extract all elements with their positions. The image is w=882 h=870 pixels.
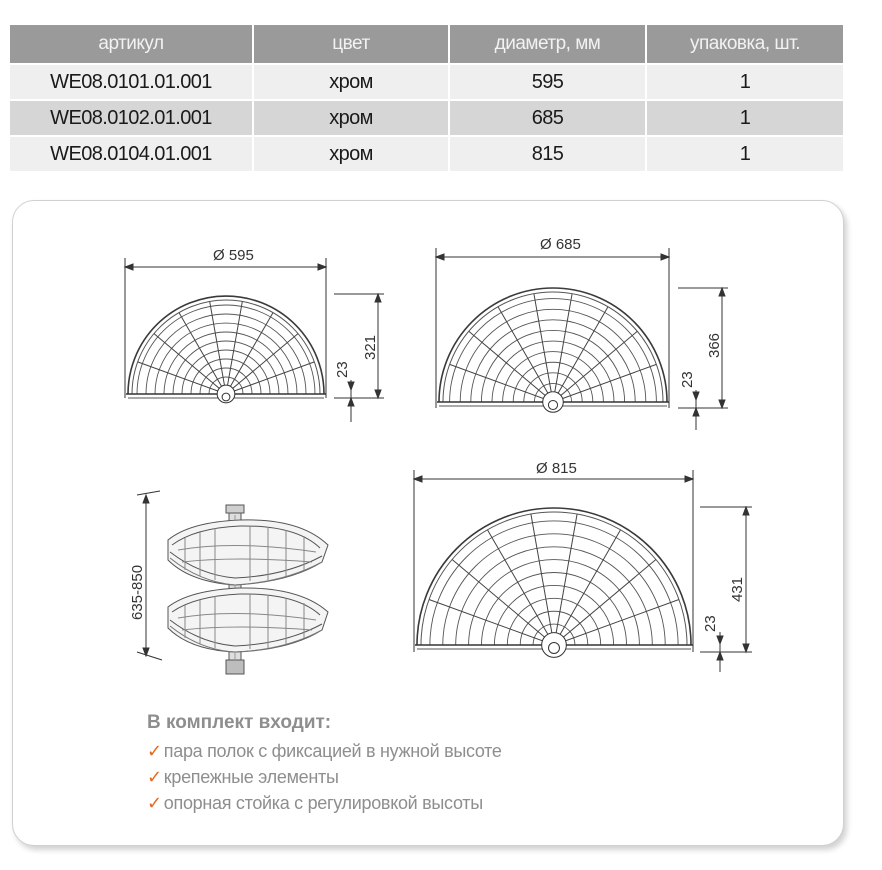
header-diameter: диаметр, мм (450, 25, 647, 63)
checkmark-icon: ✓ (147, 767, 162, 787)
cell-diameter: 595 (450, 63, 647, 99)
kit-contents (147, 712, 502, 816)
drawing-685 (436, 236, 728, 430)
list-item (147, 738, 502, 764)
kit-item-label: пара полок с фиксацией в нужной высоте (163, 741, 502, 761)
dim-685-height: 366 (706, 332, 723, 358)
kit-item-label: крепежные элементы (163, 767, 339, 787)
dim-595-height: 321 (362, 334, 379, 360)
cell-article: WE08.0104.01.001 (10, 135, 254, 171)
cell-color: хром (254, 135, 450, 171)
dim-685-post: 23 (679, 371, 696, 388)
dim-815-post: 23 (702, 615, 719, 632)
dim-595-post: 23 (334, 361, 351, 378)
kit-list (147, 738, 502, 816)
header-color: цвет (254, 25, 450, 63)
cell-article: WE08.0102.01.001 (10, 99, 254, 135)
lower-tray-drawing (168, 588, 328, 652)
kit-item-label: опорная стойка с регулировкой высоты (163, 793, 483, 813)
list-item (147, 764, 502, 790)
basket-595-drawing (126, 296, 326, 403)
cell-diameter: 685 (450, 99, 647, 135)
checkmark-icon: ✓ (147, 741, 162, 761)
drawing-assembly (129, 491, 328, 674)
dim-assembly-height: 635-850 (129, 564, 146, 620)
drawing-815 (414, 460, 752, 672)
cell-article: WE08.0101.01.001 (10, 63, 254, 99)
cell-package: 1 (647, 135, 843, 171)
basket-815-drawing (415, 508, 693, 657)
cell-package: 1 (647, 63, 843, 99)
header-article: артикул (10, 25, 254, 63)
kit-title: В комплект входит: (147, 712, 332, 733)
upper-tray-drawing (168, 520, 328, 585)
dim-815-width: Ø 815 (536, 460, 577, 477)
cell-color: хром (254, 99, 450, 135)
checkmark-icon: ✓ (147, 793, 162, 813)
dim-815-height: 431 (729, 576, 746, 602)
dim-685-width: Ø 685 (540, 236, 581, 253)
cell-diameter: 815 (450, 135, 647, 171)
cell-package: 1 (647, 99, 843, 135)
basket-685-drawing (437, 288, 669, 412)
cell-color: хром (254, 63, 450, 99)
drawing-595 (125, 247, 384, 422)
list-item (147, 790, 502, 816)
dim-595-width: Ø 595 (213, 247, 254, 264)
header-package: упаковка, шт. (647, 25, 843, 63)
